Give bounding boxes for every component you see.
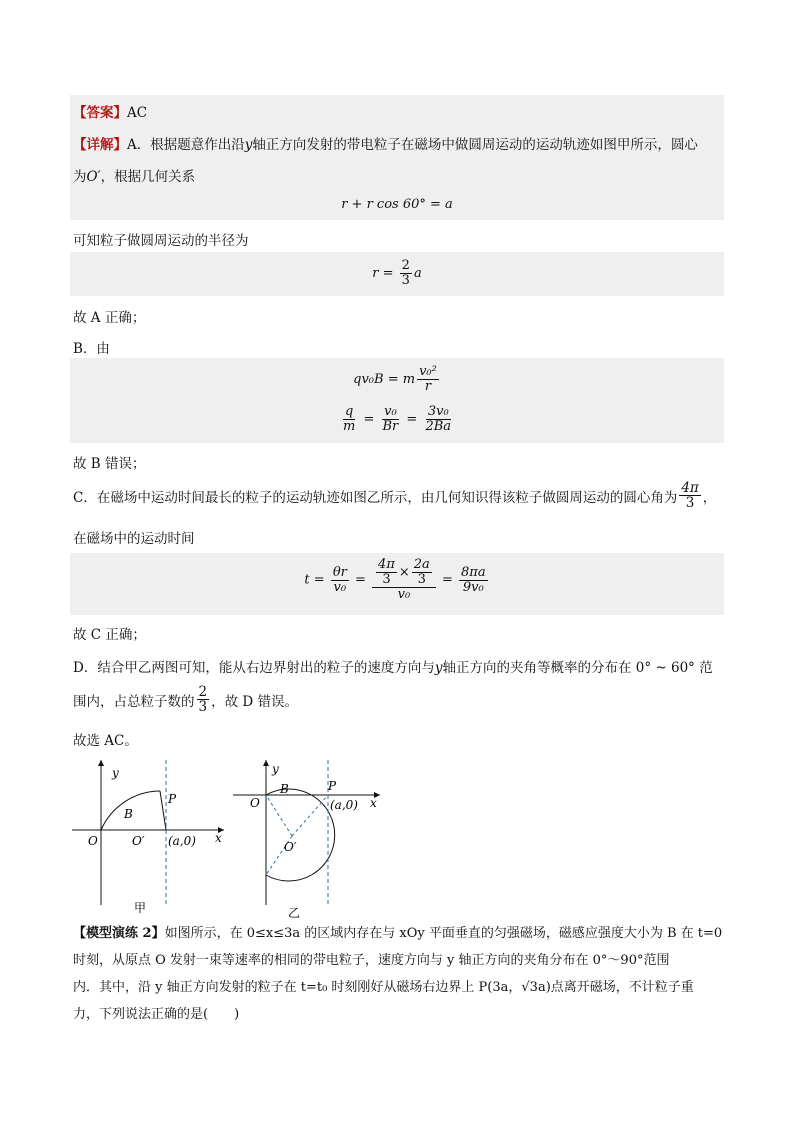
equation-2 xyxy=(70,259,724,288)
answer-tag: 【答案】 xyxy=(73,105,127,121)
radius-dash-2 xyxy=(292,795,328,836)
d-frac xyxy=(197,685,210,714)
d-text2: 轴正方向的夹角等概率的分布在 0° ~ 60° 范 xyxy=(442,660,713,676)
detail-a-line2 xyxy=(73,165,195,185)
d-text4: ，故 D 错误。 xyxy=(211,694,298,710)
eq3-left: qv₀B = m xyxy=(353,372,416,387)
eq2-frac xyxy=(400,259,412,288)
origin-label: O xyxy=(250,796,260,810)
d-line2 xyxy=(73,684,298,715)
eq4-sign2: = xyxy=(406,412,418,427)
eq4-f3-num: 3v₀ xyxy=(427,404,449,419)
center-label: O′ xyxy=(132,834,145,848)
eq4-f3-den: 2Ba xyxy=(425,419,452,434)
eq5-inner-b xyxy=(412,558,432,587)
eq2-num: 2 xyxy=(401,258,410,273)
b-intro: B．由 xyxy=(73,341,110,357)
b-conclusion: 故 B 错误； xyxy=(73,456,146,472)
figure-yi xyxy=(230,755,390,920)
eq5-frac3 xyxy=(459,566,488,595)
detail-a-text: A．根据题意作出沿 xyxy=(127,137,245,153)
eq2-left: r = xyxy=(372,266,394,281)
origin-label: O xyxy=(88,834,98,848)
a-conclusion: 故 A 正确； xyxy=(73,310,146,326)
y-symbol: y xyxy=(244,137,253,153)
detail-a-text2: 轴正方向发射的带电粒子在磁场中做圆周运动的运动轨迹如图甲所示，圆心 xyxy=(252,137,698,153)
eq5-frac1 xyxy=(331,566,349,595)
y-label: y xyxy=(112,766,119,780)
d-frac-num: 2 xyxy=(198,684,208,700)
figure-jia xyxy=(68,755,233,915)
y-label: y xyxy=(272,762,279,776)
c-text2: 在磁场中的运动时间 xyxy=(73,531,195,547)
detail-a-text3: 为 xyxy=(73,169,87,185)
eq5-frac2 xyxy=(372,558,436,602)
eq4-frac2 xyxy=(380,405,400,434)
eq5-f1-num: θr xyxy=(332,564,347,580)
c-text1: C．在磁场中运动时间最长的粒子的运动轨迹如图乙所示，由几何知识得该粒子做圆周运动的圆心角为 xyxy=(73,490,678,506)
c-line1 xyxy=(73,480,717,511)
eq5-f3-den: 9v₀ xyxy=(462,579,484,595)
eq5-times: × xyxy=(398,565,410,580)
detail-a-line1 xyxy=(73,133,698,153)
equation-1: r + r cos 60° = a xyxy=(341,197,453,212)
exercise-text1: 如图所示，在 0≤x≤3a 的区域内存在与 xOy 平面垂直的匀强磁场，磁感应强度大小为 B 在 t=0 xyxy=(164,926,723,941)
detail-a-text4: ，根据几何关系 xyxy=(100,169,196,185)
eq4-frac1 xyxy=(341,405,357,434)
eq4-f1-den: m xyxy=(342,419,356,434)
eq5-inner-a-den: 3 xyxy=(382,572,391,587)
caption-jia: 甲 xyxy=(134,901,147,915)
exercise-line4: 力，下列说法正确的是( ) xyxy=(73,1007,240,1022)
answer-value: AC xyxy=(127,105,148,121)
equation-5 xyxy=(70,558,724,602)
answer-line xyxy=(73,101,147,121)
eq3-num: v₀² xyxy=(419,364,437,379)
c-frac-den: 3 xyxy=(685,495,695,511)
c-frac xyxy=(679,481,700,510)
p-label: P xyxy=(168,792,177,806)
d-y-symbol: y xyxy=(434,660,443,676)
eq5-sign2: = xyxy=(441,572,453,588)
eq5-f3-num: 8πa xyxy=(461,564,486,580)
caption-yi: 乙 xyxy=(288,906,301,920)
eq4-f2-den: Br xyxy=(382,419,399,434)
equation-4 xyxy=(70,405,724,434)
eq2-var: a xyxy=(413,266,422,281)
exercise-line3: 内．其中，沿 y 轴正方向发射的粒子在 t=t₀ 时刻刚好从磁场右边界上 P(3a，√3a)点离开磁场，不计粒子重 xyxy=(73,980,694,995)
exercise-tag: 【模型演练 2】 xyxy=(73,926,165,941)
eq2-den: 3 xyxy=(401,273,410,288)
eq5-inner-b-den: 3 xyxy=(417,572,426,587)
d-line1 xyxy=(73,656,713,676)
x-label: x xyxy=(370,796,377,810)
point-label: (a,0) xyxy=(168,834,196,848)
eq5-inner-a-num: 4π xyxy=(378,557,395,572)
eq5-inner-b-num: 2a xyxy=(413,557,430,572)
b-label: B xyxy=(124,807,133,821)
b-label: B xyxy=(280,782,289,796)
center-label: O′ xyxy=(284,840,297,854)
radius-dash-1 xyxy=(266,795,292,836)
eq5-f2-den: v₀ xyxy=(397,587,411,602)
exercise-line2: 时刻，从原点 O 发射一束等速率的相同的带电粒子，速度方向与 y 轴正方向的夹角分布在 0°～90°范围 xyxy=(73,953,670,968)
eq4-f1-num: q xyxy=(344,404,354,419)
final-answer: 故选 AC。 xyxy=(73,733,138,749)
d-frac-den: 3 xyxy=(198,699,208,715)
eq5-f1-den: v₀ xyxy=(333,579,347,595)
eq5-t: t = xyxy=(304,572,325,588)
center-symbol: O′ xyxy=(86,169,101,185)
equation-3 xyxy=(70,365,724,394)
eq3-frac xyxy=(417,365,439,394)
c-frac-num: 4π xyxy=(681,480,699,496)
exercise-line1 xyxy=(73,922,722,941)
radius-text: 可知粒子做圆周运动的半径为 xyxy=(73,233,249,249)
trajectory-circle xyxy=(266,789,335,881)
eq4-sign1: = xyxy=(363,412,375,427)
detail-tag: 【详解】 xyxy=(73,137,127,153)
c-conclusion: 故 C 正确； xyxy=(73,627,146,643)
eq5-sign1: = xyxy=(355,572,366,588)
eq5-f2-num xyxy=(372,558,436,588)
eq4-frac3 xyxy=(423,405,453,434)
d-text1: D．结合甲乙两图可知，能从右边界射出的粒子的速度方向与 xyxy=(73,660,435,676)
p-label: P xyxy=(328,779,337,793)
eq4-f2-num: v₀ xyxy=(384,404,397,419)
c-comma: ， xyxy=(702,490,717,506)
eq5-inner-a xyxy=(376,558,397,587)
x-label: x xyxy=(215,831,222,845)
eq3-den: r xyxy=(424,379,432,394)
radius-line xyxy=(160,791,166,830)
d-text3: 围内，占总粒子数的 xyxy=(73,694,195,710)
point-label: (a,0) xyxy=(330,798,358,812)
